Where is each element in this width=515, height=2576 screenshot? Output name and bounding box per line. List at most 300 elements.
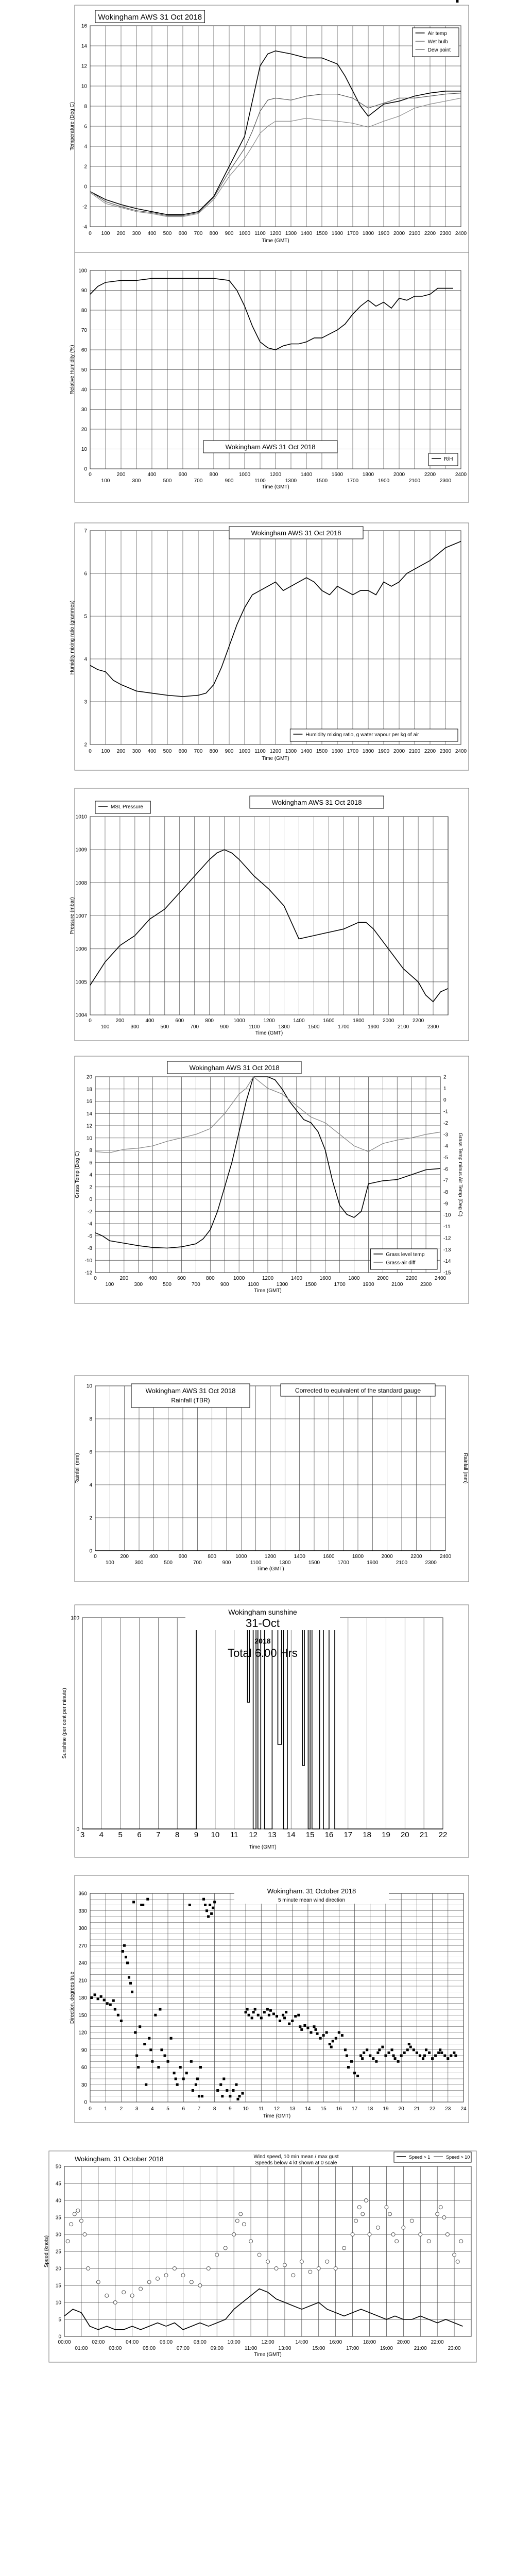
gust-point — [427, 2240, 431, 2243]
data-point — [422, 2057, 424, 2060]
x-axis-label: Time (GMT) — [256, 1566, 284, 1572]
x-tick-label: 600 — [177, 1276, 186, 1281]
x-tick-label: 800 — [205, 1276, 215, 1281]
x-tick-label: 15:00 — [312, 2346, 325, 2351]
data-point — [400, 2055, 403, 2057]
chart-note: Corrected to equivalent of the standard gauge — [295, 1387, 421, 1394]
x-tick-label: 1300 — [279, 1560, 291, 1566]
data-point — [120, 2020, 123, 2022]
x-tick-label: 800 — [205, 1018, 214, 1024]
x-tick-label: 2200 — [406, 1276, 418, 1281]
x-tick-label: 2 — [119, 2106, 123, 2112]
data-point — [376, 2052, 379, 2054]
data-point — [375, 2060, 377, 2063]
y-axis-label: Rainfall (mm) — [75, 1453, 80, 1484]
data-point — [288, 2023, 290, 2025]
x-tick-label: 1100 — [254, 749, 266, 754]
x-tick-label: 2100 — [408, 749, 421, 754]
data-point — [356, 2075, 359, 2077]
data-point — [238, 2095, 241, 2097]
x-tick-label: 2100 — [408, 478, 421, 484]
x-tick-label: 15 — [305, 1831, 315, 1839]
legend-label: Humidity mixing ratio, g water vapour per kg of air — [305, 732, 419, 738]
data-point — [322, 2034, 325, 2037]
x-tick-label: 17:00 — [346, 2346, 359, 2351]
gust-point — [83, 2233, 87, 2236]
x-tick-label: 300 — [132, 478, 141, 484]
x-tick-label: 2100 — [396, 1560, 408, 1566]
x-tick-label: 14 — [286, 1831, 296, 1839]
x-tick-label: 15 — [320, 2106, 327, 2112]
x-tick-label: 1500 — [308, 1024, 320, 1030]
y-tick-label: 300 — [78, 1926, 87, 1931]
x-tick-label: 100 — [105, 1282, 114, 1287]
y-tick-label: -10 — [84, 1258, 92, 1264]
x-tick-label: 6 — [182, 2106, 185, 2112]
x-tick-label: 02:00 — [92, 2340, 105, 2345]
x-tick-label: 17 — [344, 1831, 353, 1839]
data-point — [126, 1962, 129, 1964]
data-point — [114, 2008, 116, 2011]
x-tick-label: 13 — [289, 2106, 296, 2112]
y-tick-label: 10 — [86, 1383, 92, 1389]
data-point — [170, 2037, 173, 2040]
x-tick-label: 4 — [151, 2106, 154, 2112]
y-tick-label: 1005 — [75, 979, 87, 986]
x-tick-label: 23 — [445, 2106, 451, 2112]
data-point — [297, 2014, 300, 2016]
x-tick-label: 800 — [209, 231, 218, 236]
x-tick-label: 2200 — [410, 1554, 422, 1560]
data-point — [254, 2008, 256, 2011]
gust-point — [224, 2246, 227, 2250]
x-tick-label: 2300 — [427, 1024, 439, 1030]
x-tick-label: 1600 — [323, 1554, 335, 1560]
gust-point — [87, 2267, 90, 2270]
chart-title: Wokingham AWS 31 Oct 2018 — [98, 13, 202, 22]
chart-title: Wokingham AWS 31 Oct 2018 — [251, 529, 341, 537]
gust-point — [283, 2263, 286, 2267]
x-tick-label: 300 — [132, 749, 141, 754]
y-tick-label-right: -8 — [443, 1190, 448, 1196]
data-point — [440, 2052, 443, 2054]
gust-point — [173, 2267, 176, 2270]
x-tick-label: 19 — [383, 2106, 389, 2112]
x-tick-label: 100 — [101, 478, 110, 484]
y-tick-label: -4 — [88, 1221, 92, 1227]
data-point — [350, 2060, 353, 2063]
data-point — [219, 2083, 222, 2086]
data-point — [235, 2083, 237, 2086]
x-tick-label: 1000 — [238, 472, 251, 478]
x-tick-label: 1300 — [285, 231, 297, 236]
x-tick-label: 19:00 — [380, 2346, 393, 2351]
x-tick-label: 2100 — [408, 231, 421, 236]
gust-point — [130, 2294, 134, 2297]
data-point — [381, 2046, 384, 2048]
x-tick-label: 700 — [194, 749, 203, 754]
y-tick-label: 5 — [58, 2317, 61, 2323]
chart-year: 2018 — [254, 1637, 271, 1645]
x-tick-label: 03:00 — [109, 2346, 122, 2351]
y-tick-label-right: -3 — [443, 1132, 448, 1138]
gust-point — [317, 2267, 320, 2270]
data-point — [202, 1898, 205, 1901]
x-tick-label: 2400 — [455, 472, 467, 478]
data-point — [266, 2008, 269, 2011]
x-tick-label: 2200 — [424, 472, 436, 478]
x-tick-label: 18:00 — [363, 2340, 376, 2345]
data-point — [112, 1999, 115, 2002]
legend-label: Wet bulb — [427, 39, 448, 45]
x-tick-label: 1100 — [248, 1282, 259, 1287]
x-tick-label: 1600 — [331, 749, 344, 754]
x-tick-label: 2200 — [412, 1018, 424, 1024]
data-point — [294, 2015, 297, 2018]
legend-label: Speed > 1 — [409, 2155, 431, 2160]
data-point — [310, 2031, 312, 2034]
y-tick-label: 4 — [84, 144, 87, 150]
data-point — [129, 1982, 132, 1985]
chart-1 — [70, 5, 469, 252]
x-tick-label: 600 — [178, 749, 187, 754]
gust-point — [342, 2246, 346, 2250]
y-tick-label-right: -7 — [443, 1178, 448, 1184]
data-point — [279, 2020, 281, 2022]
data-point — [164, 2055, 166, 2057]
y-tick-label: 240 — [78, 1960, 87, 1967]
chart-title: Wokingham AWS 31 Oct 2018 — [225, 443, 316, 451]
y-axis-label: Pressure (mbar) — [70, 897, 75, 935]
y-tick-label: 0 — [84, 466, 87, 472]
y-axis-label: Humidity mixing ratio (grammes) — [70, 600, 75, 675]
x-tick-label: 2000 — [393, 749, 405, 754]
y-tick-label: -12 — [84, 1270, 92, 1276]
y-tick-label: 12 — [81, 63, 87, 70]
x-tick-label: 200 — [119, 1276, 129, 1281]
x-tick-label: 900 — [225, 231, 234, 236]
x-tick-label: 8 — [175, 1831, 180, 1839]
y-tick-label: 8 — [84, 104, 87, 110]
y-tick-label: 90 — [81, 288, 87, 294]
x-tick-label: 00:00 — [58, 2340, 71, 2345]
chart-title: Wokingham. 31 October 2018 — [267, 1887, 356, 1895]
x-tick-label: 16 — [336, 2106, 342, 2112]
data-point — [125, 1956, 127, 1958]
data-point — [195, 2083, 197, 2086]
x-tick-label: 300 — [130, 1024, 140, 1030]
gust-point — [388, 2212, 392, 2216]
data-point — [300, 2028, 303, 2031]
data-point — [97, 1997, 99, 2000]
x-tick-label: 17 — [351, 2106, 358, 2112]
x-tick-label: 200 — [116, 749, 126, 754]
x-tick-label: 21 — [414, 2106, 420, 2112]
x-tick-label: 4 — [99, 1831, 104, 1839]
y-tick-label: 30 — [81, 407, 87, 413]
x-tick-label: 14:00 — [295, 2340, 308, 2345]
x-tick-label: 2300 — [420, 1282, 432, 1287]
gust-point — [402, 2226, 405, 2229]
data-point — [131, 1991, 133, 1993]
data-point — [378, 2048, 381, 2051]
x-tick-label: 20 — [400, 1831, 409, 1839]
x-tick-label: 200 — [116, 231, 126, 236]
gust-point — [235, 2219, 239, 2223]
gust-point — [79, 2219, 83, 2223]
data-point — [106, 2002, 109, 2005]
gust-point — [334, 2267, 337, 2270]
legend-label: Dew point — [427, 47, 451, 53]
x-tick-label: 100 — [100, 1024, 110, 1030]
y-tick-label: 20 — [55, 2266, 61, 2272]
x-tick-label: 400 — [149, 1554, 158, 1560]
y-tick-label: 14 — [81, 43, 87, 49]
x-tick-label: 1200 — [269, 231, 282, 236]
gust-point — [274, 2267, 278, 2270]
gust-point — [368, 2233, 371, 2236]
x-tick-label: 2400 — [434, 1276, 447, 1281]
x-tick-label: 1100 — [248, 1024, 260, 1030]
x-tick-label: 1000 — [233, 1018, 245, 1024]
x-tick-label: 2100 — [398, 1024, 409, 1030]
y-tick-label: 6 — [84, 124, 87, 130]
gust-point — [73, 2212, 76, 2216]
x-axis-label: Time (GMT) — [254, 2352, 282, 2358]
chart-total: Total 6.00 Hrs — [228, 1647, 298, 1659]
y-tick-label: -6 — [88, 1233, 92, 1240]
y-tick-label: 30 — [81, 2082, 87, 2088]
x-tick-label: 0 — [94, 1554, 97, 1560]
data-point — [94, 1993, 96, 1996]
legend-label: Air temp — [427, 31, 447, 37]
x-tick-label: 800 — [209, 749, 218, 754]
x-tick-label: 0 — [94, 1276, 97, 1281]
data-point — [409, 2046, 412, 2048]
data-point — [145, 2083, 147, 2086]
x-tick-label: 1100 — [254, 478, 266, 484]
data-point — [325, 2031, 328, 2034]
x-tick-label: 2100 — [391, 1282, 403, 1287]
x-tick-label: 12 — [273, 2106, 280, 2112]
y-tick-label: 210 — [78, 1978, 87, 1984]
data-point — [103, 1999, 106, 2002]
data-point — [299, 2025, 301, 2028]
x-tick-label: 1300 — [285, 749, 297, 754]
data-point — [454, 2055, 457, 2057]
data-point — [306, 2027, 309, 2029]
data-point — [384, 2055, 387, 2057]
x-tick-label: 1400 — [290, 1276, 302, 1281]
data-point — [137, 2066, 140, 2069]
x-tick-label: 10 — [211, 1831, 220, 1839]
x-tick-label: 900 — [220, 1024, 229, 1030]
data-point — [188, 1904, 191, 1906]
y-axis-label-right: Grass Temp minus Air Temp (Deg C) — [457, 1132, 463, 1217]
x-tick-label: 1300 — [285, 478, 297, 484]
x-tick-label: 1600 — [319, 1276, 331, 1281]
x-tick-label: 2000 — [393, 231, 405, 236]
gust-point — [113, 2301, 117, 2304]
data-point — [391, 2048, 393, 2051]
y-tick-label: 15 — [55, 2283, 61, 2289]
x-tick-label: 1500 — [316, 231, 328, 236]
y-tick-label: 60 — [81, 347, 87, 353]
data-point — [122, 1950, 124, 1953]
y-tick-label: 1007 — [75, 913, 87, 919]
data-point — [282, 2014, 284, 2016]
x-tick-label: 9 — [194, 1831, 199, 1839]
data-point — [408, 2043, 410, 2045]
data-point — [199, 2066, 202, 2069]
y-tick-label: 40 — [81, 387, 87, 393]
x-tick-label: 900 — [225, 478, 234, 484]
y-tick-label-right: -15 — [443, 1270, 451, 1276]
x-tick-label: 1 — [104, 2106, 107, 2112]
y-tick-label: 3 — [84, 699, 87, 705]
x-tick-label: 100 — [105, 1560, 114, 1566]
y-tick-label: 0 — [89, 1197, 92, 1202]
y-tick-label: 10 — [86, 1136, 92, 1142]
data-point — [251, 2016, 253, 2019]
x-tick-label: 3 — [135, 2106, 139, 2112]
data-point — [236, 2098, 239, 2100]
data-point — [269, 2009, 272, 2012]
x-tick-label: 07:00 — [176, 2346, 190, 2351]
x-tick-label: 500 — [163, 231, 172, 236]
gust-point — [456, 2260, 459, 2263]
x-tick-label: 2300 — [439, 749, 452, 754]
data-point — [190, 2060, 193, 2063]
data-point — [431, 2057, 434, 2060]
y-tick-label: 10 — [81, 447, 87, 452]
gust-point — [181, 2274, 185, 2277]
y-tick-label: 270 — [78, 1943, 87, 1949]
x-tick-label: 1900 — [377, 749, 390, 754]
x-axis-label: Time (GMT) — [262, 756, 289, 761]
data-point — [406, 2048, 409, 2051]
gust-point — [242, 2223, 246, 2226]
gust-point — [190, 2280, 193, 2284]
data-point — [447, 2057, 449, 2060]
gust-point — [459, 2240, 463, 2243]
x-tick-label: 700 — [190, 1024, 199, 1030]
x-tick-label: 1400 — [300, 472, 313, 478]
data-point — [198, 2095, 200, 2097]
x-tick-label: 18 — [363, 1831, 371, 1839]
y-tick-label: 50 — [55, 2164, 61, 2170]
y-tick-label: 2 — [84, 742, 87, 748]
data-point — [205, 1909, 208, 1912]
chart-2 — [70, 252, 469, 502]
x-tick-label: 500 — [163, 1282, 171, 1287]
x-tick-label: 2000 — [381, 1554, 393, 1560]
x-tick-label: 11 — [230, 1831, 238, 1839]
x-tick-label: 200 — [115, 1018, 125, 1024]
x-tick-label: 12:00 — [261, 2340, 274, 2345]
gust-point — [147, 2280, 151, 2284]
gust-point — [164, 2274, 168, 2277]
x-tick-label: 1600 — [331, 231, 344, 236]
x-tick-label: 500 — [164, 1560, 173, 1566]
data-point — [423, 2055, 426, 2057]
x-tick-label: 0 — [89, 1018, 92, 1024]
y-tick-label-right: 0 — [443, 1097, 447, 1104]
x-tick-label: 7 — [156, 1831, 161, 1839]
x-tick-label: 500 — [163, 749, 172, 754]
y-tick-label: 7 — [84, 528, 87, 534]
y-tick-label: 12 — [86, 1123, 92, 1129]
y-tick-label-right: 2 — [443, 1074, 447, 1080]
x-tick-label: 1900 — [377, 231, 390, 236]
data-point — [416, 2052, 418, 2054]
chart-7 — [62, 1605, 469, 1857]
data-point — [413, 2048, 415, 2051]
y-tick-label: 0 — [84, 2099, 87, 2106]
gust-point — [439, 2206, 442, 2209]
gust-point — [391, 2233, 395, 2236]
data-point — [216, 2089, 219, 2092]
data-point — [134, 2031, 136, 2034]
y-tick-label: 4 — [84, 656, 87, 663]
y-tick-label: 1009 — [75, 847, 87, 853]
y-tick-label: 180 — [78, 1995, 87, 2001]
gust-point — [419, 2233, 422, 2236]
x-tick-label: 8 — [213, 2106, 216, 2112]
chart-subtitle: Wind speed, 10 min mean / max gust — [253, 2154, 339, 2160]
y-tick-label-right: -13 — [443, 1247, 451, 1253]
x-tick-label: 9 — [229, 2106, 232, 2112]
data-point — [252, 2011, 255, 2013]
x-tick-label: 12 — [249, 1831, 258, 1839]
data-point — [359, 2055, 362, 2057]
x-tick-label: 18 — [367, 2106, 373, 2112]
x-tick-label: 20 — [398, 2106, 404, 2112]
data-point — [272, 2013, 275, 2015]
x-tick-label: 700 — [193, 1560, 202, 1566]
gust-point — [105, 2294, 109, 2297]
gust-point — [215, 2253, 219, 2257]
y-tick-label: 0 — [76, 1826, 79, 1833]
data-point — [207, 1916, 210, 1918]
x-tick-label: 2400 — [455, 231, 467, 236]
y-tick-label: 60 — [81, 2065, 87, 2071]
x-tick-label: 700 — [194, 478, 203, 484]
data-point — [196, 2078, 199, 2080]
chart-6 — [75, 1376, 469, 1582]
chart-title: Wokingham sunshine — [228, 1608, 297, 1616]
data-point — [397, 2060, 400, 2063]
data-point — [291, 2020, 294, 2022]
y-tick-label: 10 — [55, 2300, 61, 2306]
x-tick-label: 0 — [89, 472, 92, 478]
x-tick-label: 14 — [305, 2106, 311, 2112]
x-tick-label: 6 — [137, 1831, 142, 1839]
data-point — [149, 2048, 152, 2051]
data-point — [437, 2052, 440, 2054]
x-tick-label: 3 — [80, 1831, 85, 1839]
y-tick-label: 0 — [58, 2334, 61, 2340]
gust-point — [395, 2240, 399, 2243]
x-tick-label: 1200 — [264, 1554, 277, 1560]
x-tick-label: 1500 — [305, 1282, 317, 1287]
x-axis-label: Time (GMT) — [262, 238, 289, 244]
x-tick-label: 1000 — [238, 749, 251, 754]
gust-point — [198, 2284, 202, 2287]
data-point — [341, 2034, 344, 2037]
chart-5 — [75, 1056, 469, 1303]
x-tick-label: 600 — [178, 231, 187, 236]
